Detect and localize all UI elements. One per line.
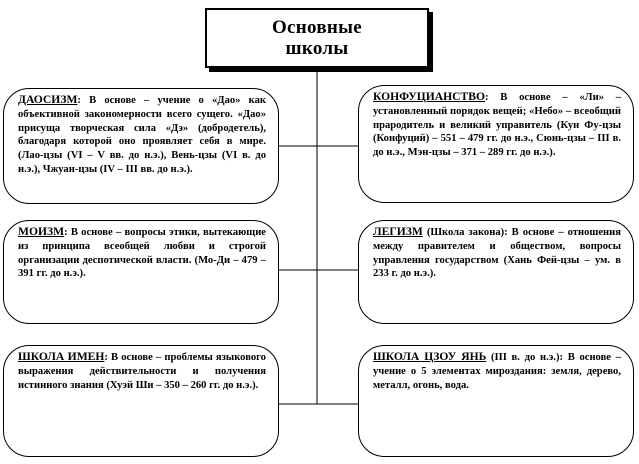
school-legism	[358, 220, 634, 324]
school-heading: ЛЕГИЗМ	[373, 225, 423, 238]
school-heading: МОИЗМ	[18, 225, 65, 238]
school-daoism	[3, 88, 279, 204]
title-text: Основные школы	[271, 17, 363, 59]
school-text: : В основе – «Ли» – установленный порядок вещей; «Небо» – всеобщий прародитель и великий управитель (Кун Фу-цзы (Конфуций) – 551 – 479 гг. до н.э., Сюнь-цзы – III в. до н.э., Мэн-цзы – 371 – 289 гг. до н.э.).	[373, 92, 621, 159]
school-text: (Школа закона): В основе – отношения между правителем и обществом, вопросы управления государством (Хань Фей-цзы – ум. в 233 г. до н.э.).	[373, 227, 621, 280]
school-confucianism	[358, 85, 634, 203]
school-names	[3, 345, 279, 457]
school-text: (III в. до н.э.): В основе – учение о 5 элементах мироздания: земля, дерево, металл, огонь, вода.	[373, 352, 621, 391]
school-moism	[3, 220, 279, 324]
school-heading: ШКОЛА ЦЗОУ ЯНЬ	[373, 350, 487, 363]
school-text: : В основе – вопросы этики, вытекающие из принципа всеобщей любви и строгой организации деспотической власти. (Мо-Ди – 479 – 391 гг. до н.э.).	[18, 227, 266, 280]
school-zou-yan	[358, 345, 634, 457]
school-heading: ШКОЛА ИМЕН	[18, 350, 105, 363]
school-text: : В основе – проблемы языкового выражения действительности и получения истинного знания (Хуэй Ши – 350 – 260 гг. до н.э.).	[18, 352, 266, 391]
school-heading: КОНФУЦИАНСТВО	[373, 90, 486, 103]
school-text: : В основе – учение о «Дао» как объективной закономерности всего сущего. «Дао» присуща творческая сила «Дэ» (добродетель), благодаря которой оно проявляет себя в мире. (Лао-цзы (VI – V вв. до н.э.), Вень-цзы (VI в. до н.э.), Чжуан-цзы (IV – III вв. до н.э.).	[18, 95, 266, 175]
title-box	[205, 8, 429, 68]
school-heading: ДАОСИЗМ	[18, 93, 78, 106]
